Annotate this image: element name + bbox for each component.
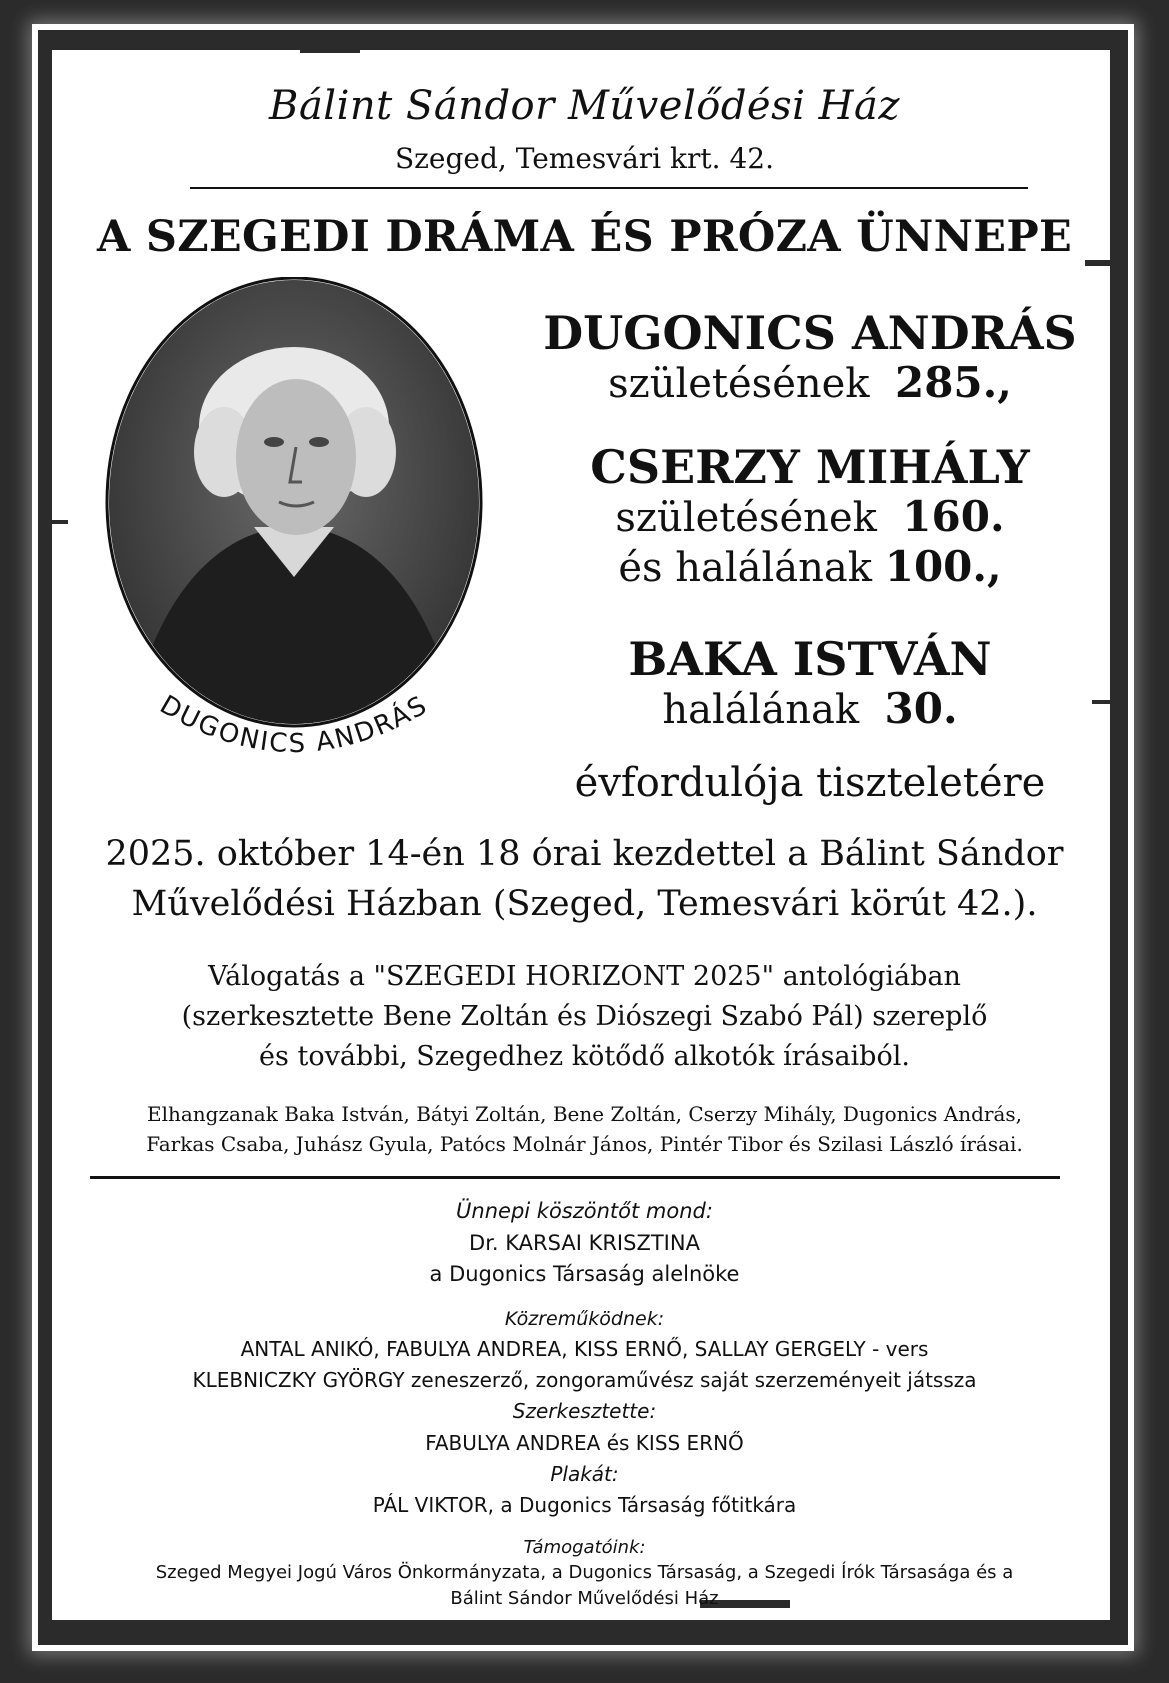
dugonics-birth-text: születésének	[608, 361, 870, 407]
grunge-mark	[52, 520, 68, 524]
performers-label-text: Közreműködnek:	[504, 1308, 665, 1330]
grunge-edge-top	[40, 30, 1125, 50]
performers-line-2: KLEBNICZKY GYÖRGY zeneszerző, zongoraművész saját szerzeményeit játssza	[192, 1368, 977, 1392]
readers-line-1: Elhangzanak Baka István, Bátyi Zoltán, Bene Zoltán, Cserzy Mihály, Dugonics András,	[146, 1102, 1023, 1126]
grunge-mark	[300, 48, 360, 53]
baka-death-line	[480, 684, 1140, 733]
greeting-label	[0, 1196, 1169, 1227]
header-divider	[190, 187, 1028, 189]
cserzy-death-text: és halálának	[618, 545, 872, 591]
cserzy-birth-text: születésének	[615, 495, 877, 541]
anthology-line-1: Válogatás a "SZEGEDI HORIZONT 2025" antológiában	[208, 961, 961, 992]
editors-label	[0, 1396, 1169, 1427]
dugonics-birth-number: 285.,	[894, 358, 1012, 407]
portrait-caption: DUGONICS ANDRÁS	[154, 689, 434, 760]
cserzy-birth-number: 160.	[902, 492, 1005, 541]
sponsors-line-1: Szeged Megyei Jogú Város Önkormányzata, a Dugonics Társaság, a Szegedi Írók Társasága és a	[155, 1562, 1014, 1583]
anniversary-line: évfordulója tiszteletére	[574, 760, 1046, 806]
poster-label-text: Plakát:	[550, 1462, 619, 1486]
event-line-1: 2025. október 14-én 18 órai kezdettel a Bálint Sándor	[105, 834, 1064, 874]
editors: FABULYA ANDREA és KISS ERNŐ	[425, 1431, 744, 1455]
anthology-line-3: és további, Szegedhez kötődő alkotók írásaiból.	[259, 1041, 910, 1072]
cserzy-death-number: 100.,	[884, 542, 1002, 591]
venue-name: Bálint Sándor Művelődési Ház	[269, 83, 900, 129]
performers-line-1: ANTAL ANIKÓ, FABULYA ANDREA, KISS ERNŐ, SALLAY GERGELY - vers	[240, 1337, 929, 1361]
readers-line-2: Farkas Csaba, Juhász Gyula, Patócs Molnár János, Pintér Tibor és Szilasi László írásai.	[146, 1132, 1023, 1156]
grunge-edge-bottom	[40, 1620, 1125, 1645]
poster-label	[0, 1459, 1169, 1490]
page-title: A SZEGEDI DRÁMA ÉS PRÓZA ÜNNEPE	[96, 212, 1073, 262]
baka-death-text: halálának	[662, 687, 860, 733]
cserzy-birth-line	[480, 492, 1140, 541]
baka-name: BAKA ISTVÁN	[628, 632, 992, 686]
anthology-line-2: (szerkesztette Bene Zoltán és Diószegi Szabó Pál) szereplő	[181, 1001, 988, 1032]
cserzy-name: CSERZY MIHÁLY	[590, 440, 1030, 494]
cserzy-death-line	[480, 542, 1140, 591]
sponsors-label-text: Támogatóink:	[523, 1537, 646, 1558]
greeting-name: Dr. KARSAI KRISZTINA	[469, 1231, 700, 1255]
sponsors-label	[0, 1532, 1169, 1563]
dugonics-name: DUGONICS ANDRÁS	[543, 306, 1077, 360]
baka-death-number: 30.	[884, 684, 958, 733]
dugonics-birth-line	[480, 358, 1140, 407]
greeting-label-text: Ünnepi köszöntőt mond:	[456, 1199, 713, 1223]
event-line-2: Művelődési Házban (Szeged, Temesvári körút 42.).	[131, 884, 1038, 924]
sponsors-line-2: Bálint Sándor Művelődési Ház	[450, 1588, 719, 1609]
performers-label	[0, 1304, 1169, 1335]
section-divider	[90, 1176, 1060, 1179]
venue-address: Szeged, Temesvári krt. 42.	[395, 142, 774, 175]
portrait-image	[104, 277, 484, 777]
poster-credit: PÁL VIKTOR, a Dugonics Társaság főtitkára	[372, 1493, 797, 1517]
greeting-role: a Dugonics Társaság alelnöke	[429, 1262, 740, 1286]
editors-label-text: Szerkesztette:	[512, 1399, 657, 1423]
